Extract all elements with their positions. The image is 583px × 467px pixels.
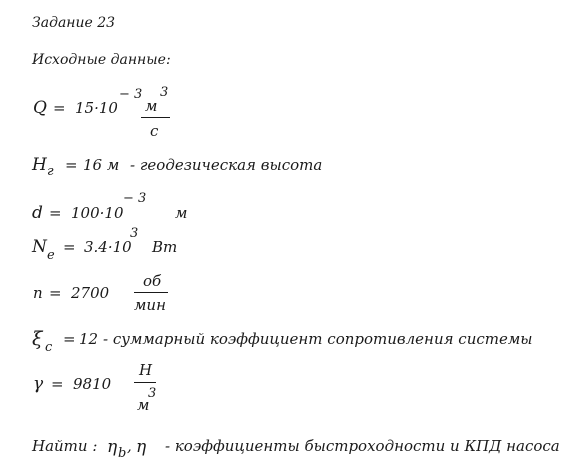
q-unit-numerator-exp: 3 — [160, 85, 169, 100]
given-data-label: Исходные данные: — [32, 52, 171, 68]
xi-symbol: ξ — [32, 328, 43, 350]
eta-b-symbol: η — [107, 437, 118, 457]
q-fraction-line — [141, 117, 170, 118]
gamma-equals: = — [51, 375, 64, 393]
h-description: - геодезическая высота — [130, 156, 323, 174]
find-label: Найти : — [32, 437, 98, 455]
gamma-unit-denominator-exp: 3 — [148, 386, 157, 401]
q-unit-numerator: м — [145, 97, 158, 115]
d-symbol: d — [32, 203, 43, 223]
gamma-fraction-line — [134, 382, 156, 383]
find-comma: , — [127, 437, 132, 455]
n-power-value: 3.4·10 — [84, 238, 132, 256]
xi-equals: = — [63, 330, 76, 348]
q-unit-denominator: с — [150, 122, 159, 140]
n-power-unit: Вт — [152, 238, 178, 256]
q-value: 15·10 — [75, 99, 118, 117]
h-symbol: H — [32, 155, 47, 175]
d-equals: = — [49, 204, 62, 222]
gamma-symbol: γ — [33, 374, 44, 394]
n-power-exponent: 3 — [130, 226, 139, 241]
n-speed-unit-denominator: мин — [134, 296, 166, 314]
gamma-value: 9810 — [73, 375, 112, 393]
h-subscript: г — [47, 164, 54, 179]
gamma-unit-denominator: м — [137, 396, 150, 414]
xi-value: 12 — [79, 330, 99, 348]
d-unit: м — [175, 204, 188, 222]
n-power-subscript: e — [47, 248, 55, 263]
n-speed-symbol: n — [33, 284, 43, 302]
n-speed-value: 2700 — [71, 284, 110, 302]
q-equals: = — [53, 99, 66, 117]
q-symbol: Q — [33, 98, 47, 118]
task-title: Задание 23 — [32, 15, 116, 31]
q-exponent: − 3 — [119, 87, 143, 102]
n-speed-equals: = — [49, 284, 62, 302]
eta-b-subscript: b — [118, 446, 127, 461]
d-exponent: − 3 — [123, 191, 147, 206]
eta-symbol: η — [136, 437, 147, 457]
find-description: - коэффициенты быстроходности и КПД насоса — [165, 437, 560, 455]
d-value: 100·10 — [71, 204, 124, 222]
h-value: 16 м — [83, 156, 120, 174]
h-equals: = — [65, 156, 78, 174]
xi-description: - суммарный коэффициент сопротивления системы — [103, 330, 533, 348]
gamma-unit-numerator: Н — [139, 361, 153, 379]
n-power-equals: = — [63, 238, 76, 256]
xi-subscript: c — [45, 340, 53, 355]
n-power-symbol: N — [32, 237, 47, 257]
n-speed-fraction-line — [134, 292, 168, 293]
n-speed-unit-numerator: об — [143, 272, 162, 290]
